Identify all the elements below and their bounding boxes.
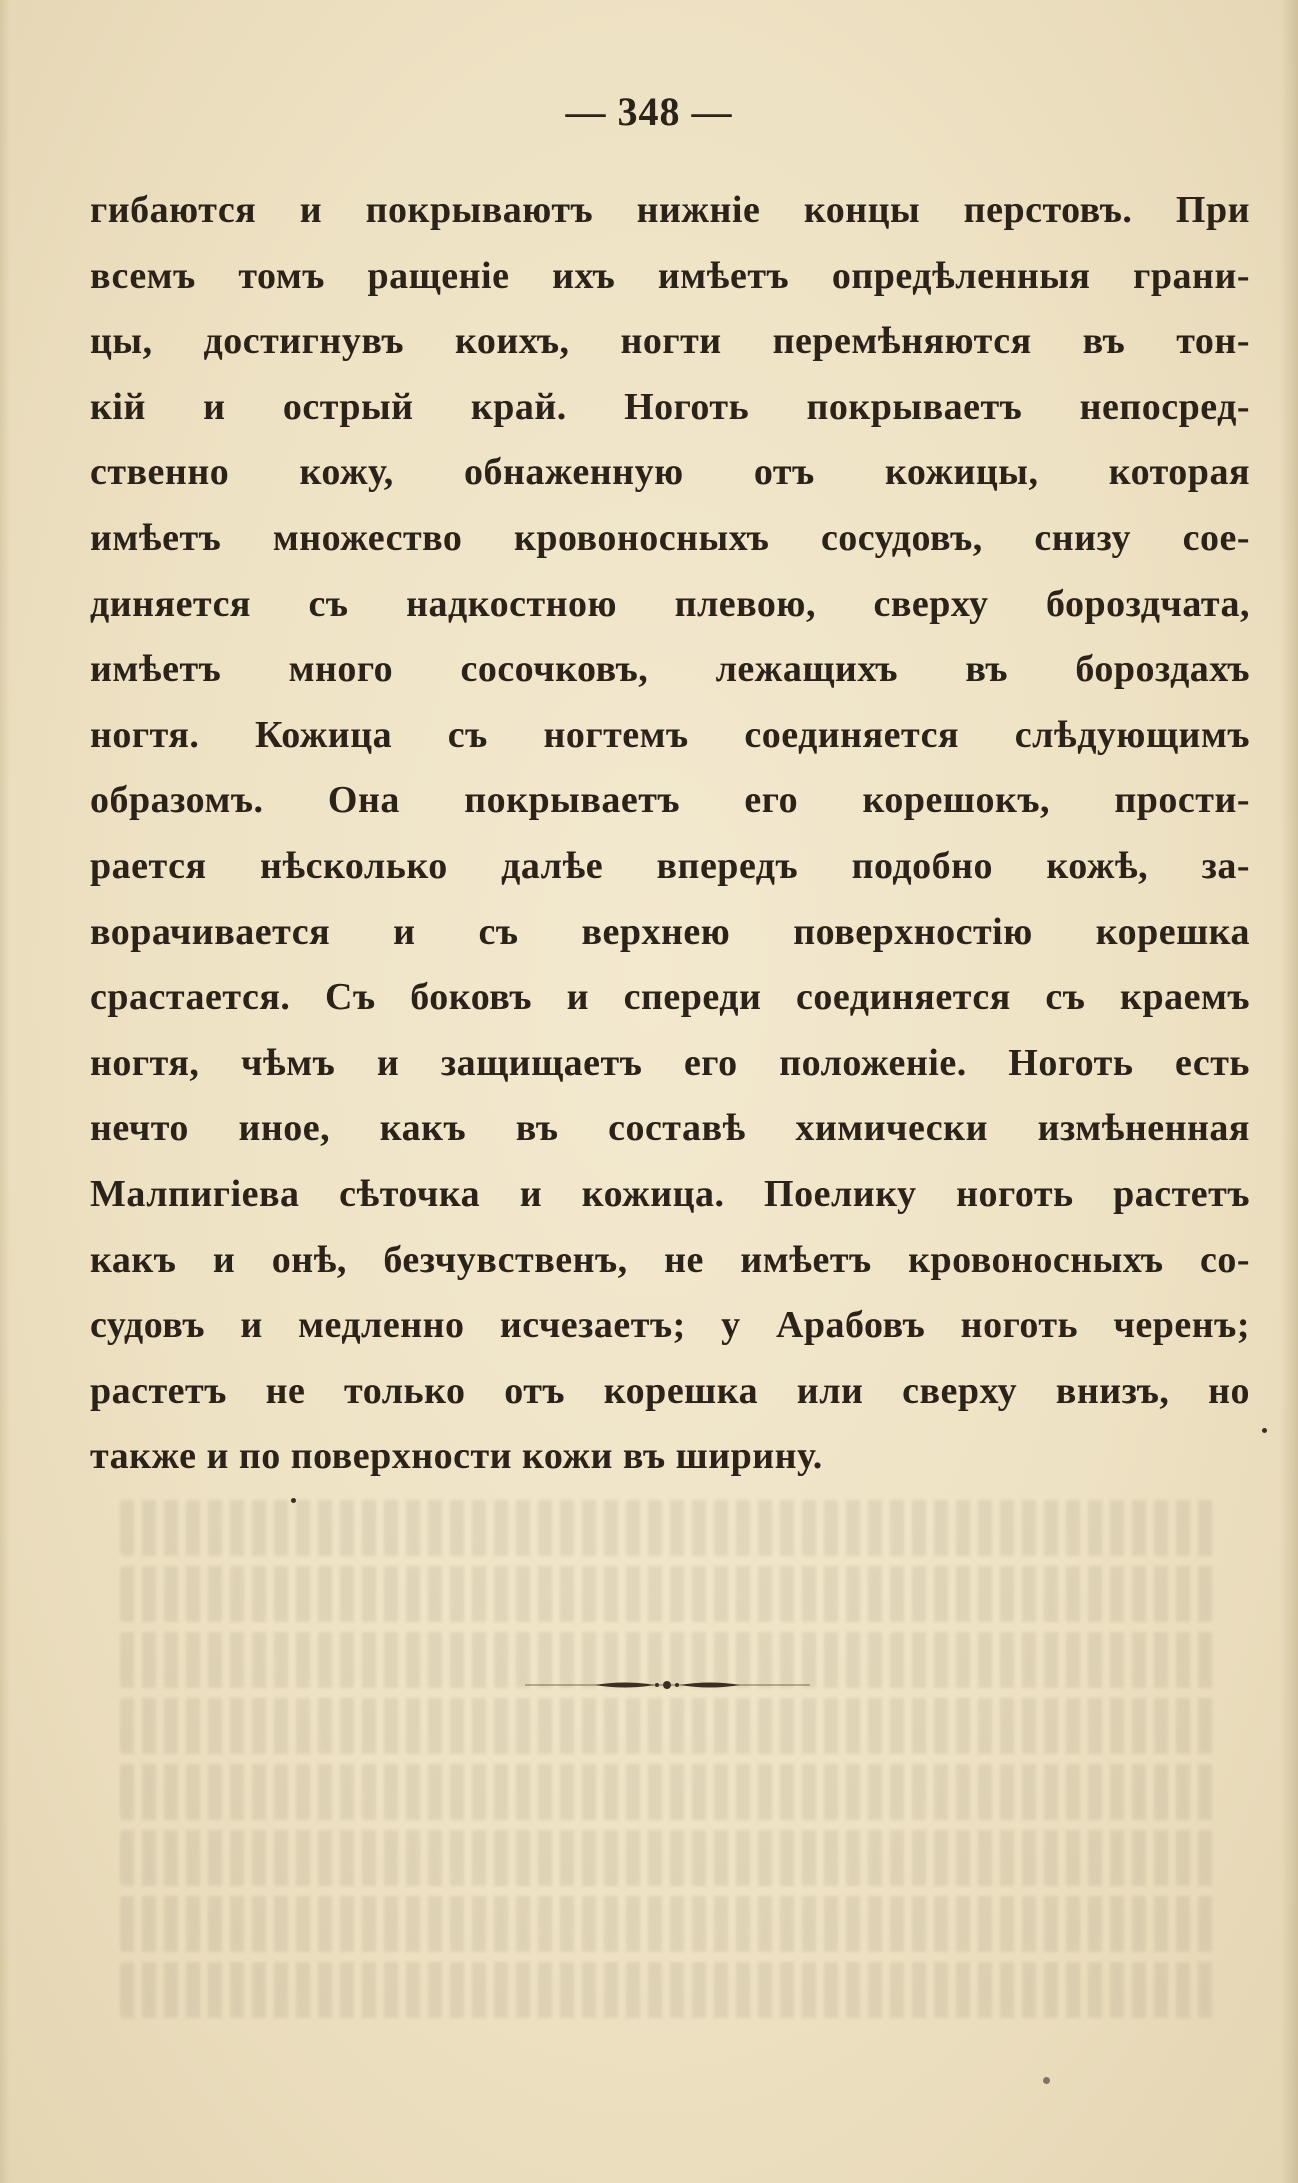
text-line: Малпигіева сѣточка и кожица. Поелику ноготь растетъ [90, 1172, 1250, 1215]
text-line: гибаются и покрываютъ нижніе концы перстовъ. При [90, 189, 1250, 231]
ornamental-rule-icon [525, 1678, 810, 1692]
ink-speck [291, 1498, 296, 1503]
page-edge-shadow [1280, 0, 1298, 2183]
text-line: также и по поверхности кожи въ ширину. [90, 1435, 823, 1478]
text-line: ственно кожу, обнаженную отъ кожицы, которая [90, 451, 1250, 494]
text-line: имѣетъ много сосочковъ, лежащихъ въ бороздахъ [90, 648, 1250, 691]
text-line: ногтя. Кожица съ ногтемъ соединяется слѣдующимъ [90, 713, 1250, 756]
text-line: судовъ и медленно исчезаетъ; у Арабовъ ноготь черенъ; [90, 1304, 1250, 1347]
text-line: какъ и онѣ, безчувственъ, не имѣетъ кровоносныхъ со- [90, 1238, 1250, 1281]
body-text [90, 178, 1250, 1490]
text-line: кій и острый край. Ноготь покрываетъ непосред- [90, 385, 1250, 428]
text-line: ворачивается и съ верхнею поверхностію корешка [90, 910, 1250, 953]
show-through-text [120, 1500, 1220, 2060]
text-line: всемъ томъ ращеніе ихъ имѣетъ опредѣленныя грани- [90, 254, 1250, 297]
text-line: рается нѣсколько далѣе впередъ подобно кожѣ, за- [90, 844, 1250, 887]
text-line: имѣетъ множество кровоносныхъ сосудовъ, снизу сое- [90, 516, 1250, 559]
page-number: — 348 — [565, 89, 733, 134]
text-line: срастается. Съ боковъ и спереди соединяется съ краемъ [90, 976, 1250, 1019]
text-line: нечто иное, какъ въ составѣ химически измѣненная [90, 1107, 1250, 1150]
ink-speck [1043, 2077, 1050, 2084]
ink-speck [1262, 1428, 1267, 1433]
text-line: растетъ не только отъ корешка или сверху внизъ, но [90, 1369, 1250, 1412]
page-gutter-shadow [0, 0, 10, 2183]
text-line: диняется съ надкостною плевою, сверху бороздчата, [90, 582, 1250, 625]
text-line: ногтя, чѣмъ и защищаетъ его положеніе. Ноготь есть [90, 1041, 1250, 1084]
text-line: цы, достигнувъ коихъ, ногти перемѣняются въ тон- [90, 320, 1250, 363]
text-line: образомъ. Она покрываетъ его корешокъ, прости- [90, 779, 1250, 822]
